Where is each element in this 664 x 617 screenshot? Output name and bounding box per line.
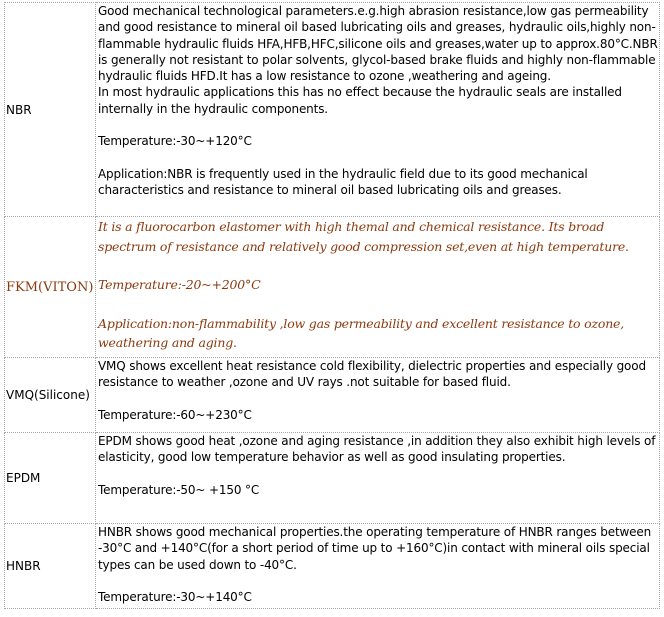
fkm-application: Application:non-flammability ,low gas permeability and excellent resistance to ozone, weathering and aging. [98, 315, 625, 350]
material-name-fkm: FKM(VITON) [5, 217, 96, 358]
material-description-fkm [96, 217, 660, 358]
material-description-hnbr [96, 524, 660, 609]
table-row-vmq [5, 358, 660, 433]
material-name-nbr: NBR [5, 3, 96, 217]
hnbr-temperature: Temperature:-30~+140°C [98, 590, 252, 605]
epdm-temperature: Temperature:-50~ +150 °C [98, 482, 260, 497]
table-row-nbr [5, 3, 660, 217]
table-row-fkm [5, 217, 660, 358]
nbr-paragraph-1: Good mechanical technological parameters.e.g.high abrasion resistance,low gas permeability and good resistance to mineral oil based lubricating oils and greases, hydraulic oils,highly non-flammable hydraulic fluids HFA,HFB,HFC,silicone oils and greases,water up to approx.80°C.NBR is generally not resistant to polar solvents, glycol-based brake fluids and highly non-flammable hydraulic fluids HFD.It has a low resistance to ozone ,weathering and ageing. [98, 4, 658, 84]
material-description-vmq [96, 358, 660, 433]
material-name-hnbr: HNBR [5, 524, 96, 609]
nbr-paragraph-2: In most hydraulic applications this has no effect because the hydraulic seals are installed internally in the hydraulic components. [98, 85, 622, 116]
table-row-hnbr [5, 524, 660, 609]
table-row-epdm [5, 433, 660, 524]
material-description-epdm [96, 433, 660, 524]
vmq-paragraph-1: VMQ shows excellent heat resistance cold flexibility, dielectric properties and especially good resistance to weather ,ozone and UV rays .not suitable for based fluid. [98, 359, 646, 390]
nbr-temperature: Temperature:-30~+120°C [98, 134, 252, 149]
fkm-temperature: Temperature:-20~+200°C [98, 277, 261, 292]
material-name-vmq: VMQ(Silicone) [5, 358, 96, 433]
nbr-application: Application:NBR is frequently used in the hydraulic field due to its good mechanical characteristics and resistance to mineral oil based lubricating oils and greases. [98, 166, 588, 198]
epdm-paragraph-1: EPDM shows good heat ,ozone and aging resistance ,in addition they also exhibit high levels of elasticity, good low temperature behavior as well as good insulating properties. [98, 434, 656, 465]
hnbr-paragraph-1: HNBR shows good mechanical properties.the operating temperature of HNBR ranges between -30°C and +140°C(for a short period of time up to +160°C)in contact with mineral oils special types can be used down to -40°C. [98, 525, 652, 572]
materials-table [4, 2, 660, 609]
vmq-temperature: Temperature:-60~+230°C [98, 407, 252, 422]
material-name-epdm: EPDM [5, 433, 96, 524]
fkm-paragraph-1: It is a fluorocarbon elastomer with high themal and chemical resistance. Its broad spectrum of resistance and relatively good compression set,even at high temperature. [98, 219, 629, 254]
material-description-nbr [96, 3, 660, 217]
